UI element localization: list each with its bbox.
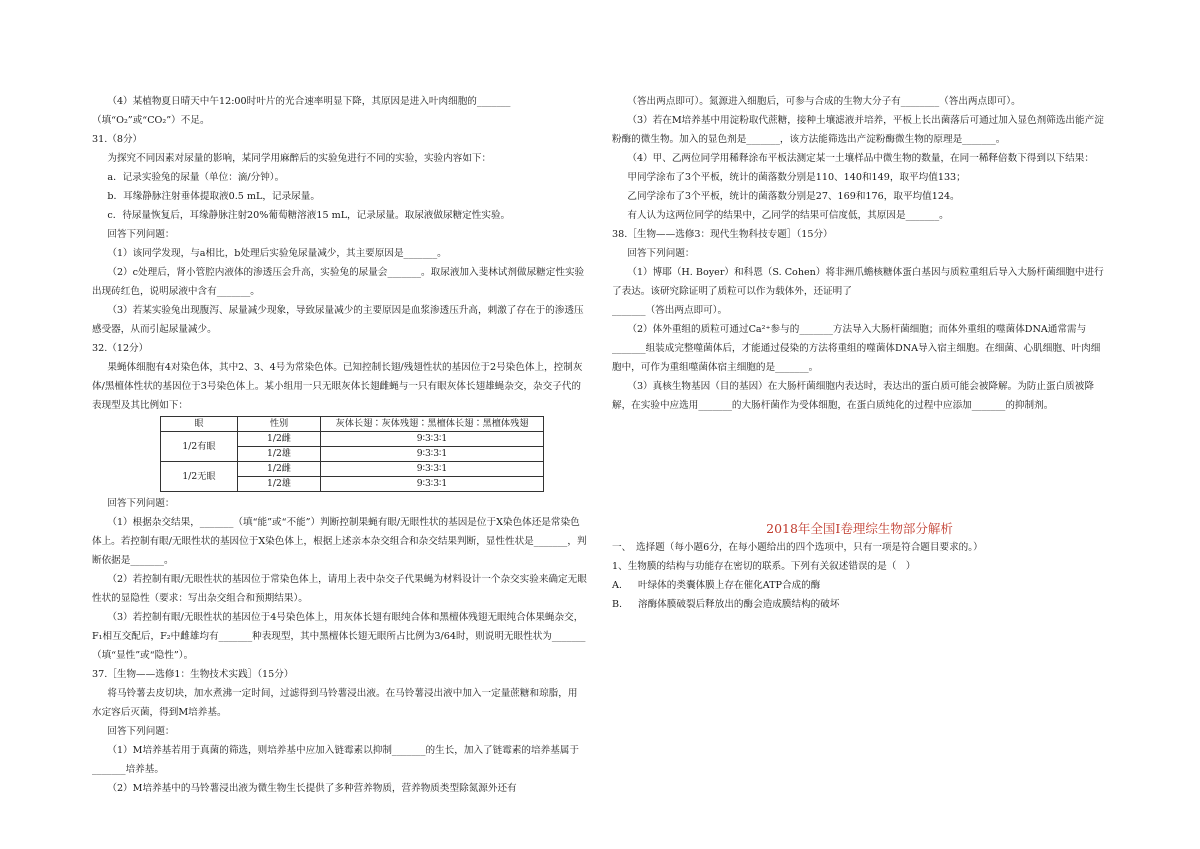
- q31-part2: （2）c处理后，肾小管腔内液体的渗透压会升高，实验兔的尿量会_______。取尿液加入斐林试剂做尿糖定性实验出现砖红色，说明尿液中含有_______。: [92, 267, 585, 297]
- q37-heading: 37.［生物——选修1：生物技术实践］（15分）: [92, 669, 294, 680]
- q37-part2: （2）M培养基中的马铃薯浸出液为微生物生长提供了多种营养物质，营养物质类型除氮源外还有: [107, 783, 517, 794]
- table-cell-sex: 1/2雄: [238, 447, 321, 462]
- q31-step-c: c．待尿量恢复后，耳缘静脉注射20%葡萄糖溶液15 mL，记录尿量。取尿液做尿糖定性实验。: [107, 210, 511, 221]
- q31-intro: 为探究不同因素对尿量的影响，某同学用麻醉后的实验兔进行不同的实验，实验内容如下：: [107, 153, 492, 164]
- q31-step-a: a．记录实验兔的尿量（单位：滴/分钟）。: [107, 172, 285, 183]
- table-header-ratio: 灰体长翅∶灰体残翅∶黑檀体长翅∶黑檀体残翅: [321, 417, 544, 432]
- blank-space: [612, 415, 1107, 520]
- q37-part3: （3）若在M培养基中用淀粉取代蔗糖，接种土壤滤液并培养，平板上长出菌落后可通过加入显色剂筛选出能产淀粉酶的微生物。加入的显色剂是_______，该方法能筛选出产淀粉酶微生物的原理是_______。: [612, 115, 1104, 145]
- q1-option-b: [612, 595, 1107, 614]
- table-cell-sex: 1/2雌: [238, 432, 321, 447]
- q1-stem: 1、生物膜的结构与功能存在密切的联系。下列有关叙述错误的是（ ）: [612, 561, 916, 572]
- q37-part4: （4）甲、乙两位同学用稀释涂布平板法测定某一土壤样品中微生物的数量，在同一稀释倍数下得到以下结果：: [627, 153, 1094, 164]
- q32-heading: 32.（12分）: [92, 343, 149, 354]
- table-cell-ratio: 9∶3∶3∶1: [321, 447, 544, 462]
- q37-intro: 将马铃薯去皮切块，加水煮沸一定时间，过滤得到马铃薯浸出液。在马铃薯浸出液中加入一定量蔗糖和琼脂，用水定容后灭菌，得到M培养基。: [92, 688, 578, 718]
- q38-part1-continued: _______（答出两点即可）。: [612, 305, 728, 316]
- q30-part4: （4）某植物夏日晴天中午12:00时叶片的光合速率明显下降，其原因是进入叶肉细胞的_______（填“O₂”或“CO₂”）不足。: [92, 96, 511, 126]
- q31-part3: （3）若某实验兔出现腹泻、尿量减少现象，导致尿量减少的主要原因是血浆渗透压升高，刺激了存在于的渗透压感受器，从而引起尿量减少。: [92, 305, 584, 335]
- table-cell-eye: 1/2有眼: [161, 432, 238, 462]
- option-key: B.: [612, 599, 623, 610]
- q32-answer-prompt: 回答下列问题：: [107, 498, 175, 509]
- table-cell-sex: 1/2雄: [238, 477, 321, 492]
- q37-part4-student-b: 乙同学涂布了3个平板，统计的菌落数分别是27、169和176，取平均值124。: [627, 191, 960, 202]
- q31-part1: （1）该同学发现，与a相比，b处理后实验兔尿量减少，其主要原因是_______。: [107, 248, 447, 259]
- table-cell-ratio: 9∶3∶3∶1: [321, 477, 544, 492]
- section-title: 2018年全国Ⅰ卷理综生物部分解析: [766, 521, 953, 536]
- q31-answer-prompt: 回答下列问题：: [107, 229, 175, 240]
- q38-part2: （2）体外重组的质粒可通过Ca²⁺参与的_______方法导入大肠杆菌细胞；而体外重组的噬菌体DNA通常需与_______组装成完整噬菌体后，才能通过侵染的方法将重组的噬菌体DNA导入宿主细胞。在细菌、心肌细胞、叶肉细胞中，可作为重组噬菌体宿主细胞的是_______。: [612, 324, 1101, 373]
- table-header-row: [161, 417, 544, 432]
- section-one-heading: 一、 选择题（每小题6分，在每小题给出的四个选项中，只有一项是符合题目要求的。）: [612, 542, 983, 553]
- q32-part2: （2）若控制有眼/无眼性状的基因位于常染色体上，请用上表中杂交子代果蝇为材料设计一个杂交实验来确定无眼性状的显隐性（要求：写出杂交组合和预期结果）。: [92, 574, 587, 604]
- left-column: [92, 92, 587, 798]
- table-cell-sex: 1/2雌: [238, 462, 321, 477]
- option-key: A.: [612, 580, 622, 591]
- option-text: 叶绿体的类囊体膜上存在催化ATP合成的酶: [638, 580, 821, 591]
- cross-result-table: [160, 416, 544, 492]
- q38-heading: 38.［生物——选修3：现代生物科技专题］（15分）: [612, 229, 833, 240]
- table-header-eye: 眼: [161, 417, 238, 432]
- q38-answer-prompt: 回答下列问题：: [627, 248, 695, 259]
- option-text: 溶酶体膜破裂后释放出的酶会造成膜结构的破坏: [638, 599, 840, 610]
- table-header-sex: 性别: [238, 417, 321, 432]
- table-cell-eye: 1/2无眼: [161, 462, 238, 492]
- table-row: [161, 432, 544, 447]
- table-cell-ratio: 9∶3∶3∶1: [321, 462, 544, 477]
- q37-part1: （1）M培养基若用于真菌的筛选，则培养基中应加入链霉素以抑制_______的生长，加入了链霉素的培养基属于_______培养基。: [92, 745, 579, 775]
- q31-heading: 31.（8分）: [92, 134, 143, 145]
- q37-part4-student-a: 甲同学涂布了3个平板，统计的菌落数分别是110、140和149，取平均值133；: [627, 172, 966, 183]
- q38-part1: （1）博耶（H. Boyer）和科恩（S. Cohen）将非洲爪蟾核糖体蛋白基因与质粒重组后导入大肠杆菌细胞中进行了表达。该研究除证明了质粒可以作为载体外，还证明了: [612, 267, 1104, 297]
- q37-part4-conclusion: 有人认为这两位同学的结果中，乙同学的结果可信度低，其原因是_______。: [627, 210, 949, 221]
- q32-intro: 果蝇体细胞有4对染色体，其中2、3、4号为常染色体。已知控制长翅/残翅性状的基因位于2号染色体上，控制灰体/黑檀体性状的基因位于3号染色体上。某小组用一只无眼灰体长翅雌蝇与一只有眼灰体长翅雄蝇杂交，杂交子代的表现型及其比例如下：: [92, 362, 583, 411]
- q37-part2-continued: （答出两点即可）。氮源进入细胞后，可参与合成的生物大分子有________（答出两点即可）。: [627, 96, 1021, 107]
- q32-part3: （3）若控制有眼/无眼性状的基因位于4号染色体上，用灰体长翅有眼纯合体和黑檀体残翅无眼纯合体果蝇杂交，F₁相互交配后，F₂中雌雄均有_______种表现型，其中黑檀体长翅无眼所占比例为3/64时，则说明无眼性状为_______（填“显性”或“隐性”）。: [92, 612, 586, 661]
- table-cell-ratio: 9∶3∶3∶1: [321, 432, 544, 447]
- right-column: [612, 92, 1107, 614]
- q37-answer-prompt: 回答下列问题：: [107, 726, 175, 737]
- q32-part1: （1）根据杂交结果，_______（填“能”或“不能”）判断控制果蝇有眼/无眼性状的基因是位于X染色体还是常染色体上。若控制有眼/无眼性状的基因位于X染色体上，根据上述亲本杂交组合和杂交结果判断，显性性状是_______，判断依据是_______。: [92, 517, 587, 566]
- q1-option-a: [612, 576, 1107, 595]
- q31-step-b: b．耳缘静脉注射垂体提取液0.5 mL，记录尿量。: [107, 191, 320, 202]
- q38-part3: （3）真核生物基因（目的基因）在大肠杆菌细胞内表达时，表达出的蛋白质可能会被降解。为防止蛋白质被降解，在实验中应选用_______的大肠杆菌作为受体细胞，在蛋白质纯化的过程中应添加_______的抑制剂。: [612, 381, 1094, 411]
- table-row: [161, 462, 544, 477]
